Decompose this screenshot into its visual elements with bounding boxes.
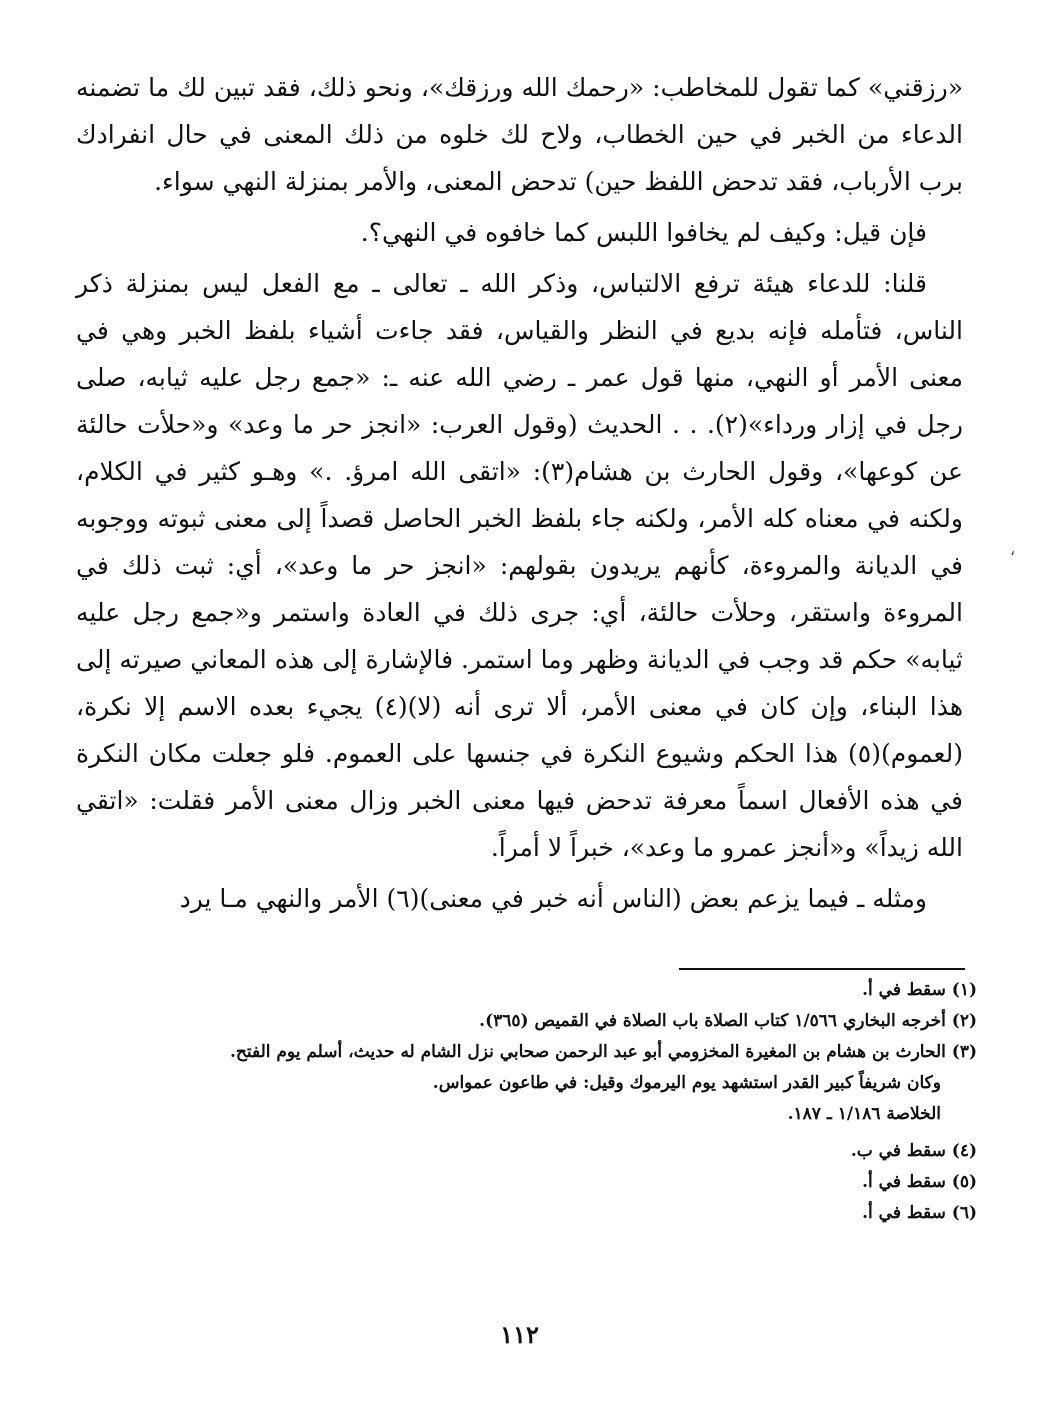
footnote-4: (٤) سقط في ب. — [850, 1141, 977, 1161]
margin-mark: ، — [1010, 540, 1016, 559]
footnote-1: (١) سقط في أ. — [862, 980, 977, 1000]
paragraph-1: «رزقني» كما تقول للمخاطب: «رحمك الله ورزقك»، ونحو ذلك، فقد تبين لك ما تضمنه الدعاء من الخبر في حين الخطاب، ولاح لك خلوه من ذلك المعنى في حال انفرادك برب الأرباب، فقد تدحض اللفظ حين) تدحض المعنى، والأمر بمنزلة النهي سواء. — [76, 73, 963, 196]
footnote-3: (٣) الحارث بن هشام بن المغيرة المخزومي أبو عبد الرحمن صحابي نزل الشام له حديث، أسلم يوم الفتح. — [229, 1042, 977, 1062]
footnotes — [70, 975, 977, 1229]
footnote-3-source: الخلاصة ١/١٨٦ ـ ١٨٧. — [787, 1104, 941, 1124]
main-text — [76, 64, 963, 922]
footnote-2: (٢) أخرجه البخاري ١/٥٦٦ كتاب الصلاة باب الصلاة في القميص (٣٦٥). — [479, 1011, 977, 1031]
page-number: ١١٢ — [500, 1320, 539, 1349]
paragraph-2: فإن قيل: وكيف لم يخافوا اللبس كما خافوه في النهي؟. — [360, 218, 927, 247]
footnote-5: (٥) سقط في أ. — [862, 1172, 977, 1192]
paragraph-4: ومثله ـ فيما يزعم بعض (الناس أنه خبر في معنى)(٦) الأمر والنهي مـا يرد — [179, 884, 927, 913]
footnote-divider — [679, 968, 965, 970]
footnote-6: (٦) سقط في أ. — [862, 1203, 977, 1223]
footnote-3-continuation: وكان شريفاً كبير القدر استشهد يوم اليرموك وقيل: في طاعون عمواس. — [432, 1073, 941, 1093]
paragraph-3: قلنا: للدعاء هيئة ترفع الالتباس، وذكر الله ـ تعالى ـ مع الفعل ليس بمنزلة ذكر الناس، فتأمله فإنه بديع في النظر والقياس، فقد جاءت أشياء بلفظ الخبر وهي في معنى الأمر أو النهي، منها قول عمر ـ رضي الله عنه ـ: «جمع رجل عليه ثيابه، صلى رجل في إزار ورداء»(٢). . . الحديث (وقول العرب: «انجز حر ما وعد» و«حلأت حالئة عن كوعها»، وقول الحارث بن هشام(٣): «اتقى الله امرؤ. .» وهـو كثير في الكلام، ولكنه في معناه كله الأمر، ولكنه جاء بلفظ الخبر الحاصل قصداً إلى معنى ثبوته ووجوبه في الديانة والمروءة، كأنهم يريدون بقولهم: «انجز حر ما وعد»، أي: ثبت ذلك في المروءة واستقر، وحلأت حالئة، أي: جرى ذلك في العادة واستمر و«جمع رجل عليه ثيابه» حكم قد وجب في الديانة وظهر وما استمر. فالإشارة إلى هذه المعاني صيرته إلى هذا البناء، وإن كان في معنى الأمر، ألا ترى أنه (لا)(٤) يجيء بعده الاسم إلا نكرة، (لعموم)(٥) هذا الحكم وشيوع النكرة في جنسها على العموم. فلو جعلت مكان النكرة في هذه الأفعال اسماً معرفة تدحض فيها معنى الخبر وزال معنى الأمر فقلت: «اتقي الله زيداً» و«أنجز عمرو ما وعد»، خبراً لا أمراً. — [76, 269, 964, 862]
